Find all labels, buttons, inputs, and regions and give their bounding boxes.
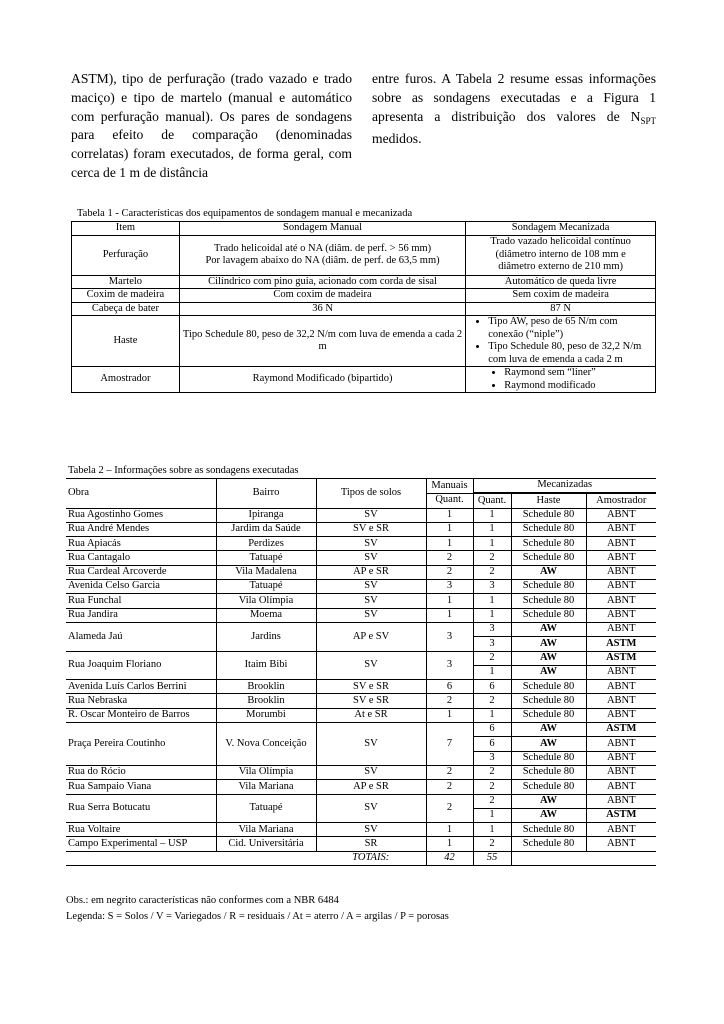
table2-quant-cell: 3 — [473, 622, 511, 636]
table2-amostrador-cell: ASTM — [586, 808, 656, 822]
table2-header-obra: Obra — [66, 479, 216, 509]
table2-quant-cell: 2 — [473, 765, 511, 779]
table2-haste-cell: AW — [511, 665, 586, 679]
table2-solos-cell: SV — [316, 537, 426, 551]
table2-amostrador-cell: ABNT — [586, 622, 656, 636]
table2-quant-cell: 2 — [473, 837, 511, 851]
table2-haste-cell: Schedule 80 — [511, 594, 586, 608]
table1-manual-line: Por lavagem abaixo do NA (diâm. de perf. de 63,5 mm) — [205, 255, 440, 266]
table2-header-manuais: Manuais — [426, 479, 473, 494]
table2-bairro-cell: Vila Olímpia — [216, 594, 316, 608]
intro-right-column — [372, 70, 656, 149]
table-row — [66, 537, 656, 551]
table2-bairro-cell: V. Nova Conceição — [216, 723, 316, 766]
table2-amostrador-cell: ABNT — [586, 594, 656, 608]
table1-manual-cell: Tipo Schedule 80, peso de 32,2 N/m com luva de emenda a cada 2 m — [179, 316, 465, 367]
table-row — [66, 723, 656, 737]
table2-manuais-cell: 1 — [426, 522, 473, 536]
table1-item: Martelo — [72, 275, 180, 289]
table1-item: Perfuração — [72, 235, 180, 275]
table1-row-martelo — [72, 275, 656, 289]
table2-solos-cell: SV — [316, 508, 426, 522]
table-row — [66, 765, 656, 779]
table2-solos-cell: SV e SR — [316, 694, 426, 708]
table-row — [66, 708, 656, 722]
table2-bairro-cell: Brooklin — [216, 694, 316, 708]
table2-header-amostrador: Amostrador — [586, 493, 656, 508]
table2-haste-cell: AW — [511, 622, 586, 636]
table2-header-quant-mec: Quant. — [473, 493, 511, 508]
table2-solos-cell: AP e SR — [316, 565, 426, 579]
table2-haste-cell: Schedule 80 — [511, 837, 586, 851]
table2-bairro-cell: Vila Madalena — [216, 565, 316, 579]
table2-obra-cell: Rua do Rócio — [66, 765, 216, 779]
table2-amostrador-cell: ASTM — [586, 651, 656, 665]
table2-bairro-cell: Perdizes — [216, 537, 316, 551]
table2-header-haste: Haste — [511, 493, 586, 508]
table-row — [66, 694, 656, 708]
table2-obra-cell: Rua Apiacás — [66, 537, 216, 551]
table2-haste-cell: AW — [511, 651, 586, 665]
table1-amostrador-item: • Raymond modificado — [504, 380, 655, 393]
table1-row-amostrador — [72, 367, 656, 393]
table2-haste-cell: Schedule 80 — [511, 780, 586, 794]
table2-manuais-cell: 2 — [426, 780, 473, 794]
table2-manuais-cell: 2 — [426, 565, 473, 579]
table2-solos-cell: SV — [316, 580, 426, 594]
table2-manuais-cell: 1 — [426, 837, 473, 851]
table2-manuais-cell: 2 — [426, 765, 473, 779]
table2-haste-cell: AW — [511, 737, 586, 751]
table2-quant-cell: 1 — [473, 537, 511, 551]
table2-obra-cell: Alameda Jaú — [66, 622, 216, 651]
table2-obra-cell: Rua Agostinho Gomes — [66, 508, 216, 522]
table1-mec-line: (diâmetro interno de 108 mm e — [495, 248, 626, 260]
table2-bairro-cell: Jardins — [216, 622, 316, 651]
table-row — [66, 651, 656, 665]
table2-solos-cell: SV e SR — [316, 680, 426, 694]
table1-header-item: Item — [72, 222, 180, 236]
table2-obra-cell: Avenida Celso Garcia — [66, 580, 216, 594]
table2-obra-cell: R. Oscar Monteiro de Barros — [66, 708, 216, 722]
table2-totals-row — [66, 851, 656, 865]
table2-totals-blank — [586, 851, 656, 865]
table2-haste-cell: Schedule 80 — [511, 522, 586, 536]
table2-haste-cell: AW — [511, 794, 586, 808]
table2-quant-cell: 1 — [473, 508, 511, 522]
table1-row-cabeca — [72, 302, 656, 316]
table1-haste-item: • Tipo Schedule 80, peso de 32,2 N/m com luva de emenda a cada 2 m — [488, 341, 655, 366]
table2-haste-cell: Schedule 80 — [511, 508, 586, 522]
table2-solos-cell: SV — [316, 794, 426, 823]
table2-manuais-cell: 7 — [426, 723, 473, 766]
table2-solos-cell: SV — [316, 823, 426, 837]
table1-item: Amostrador — [72, 367, 180, 393]
table2-totals-manuais: 42 — [426, 851, 473, 865]
table2-manuais-cell: 6 — [426, 680, 473, 694]
table2-amostrador-cell: ABNT — [586, 508, 656, 522]
table2-bairro-cell: Brooklin — [216, 680, 316, 694]
table2-haste-cell: Schedule 80 — [511, 694, 586, 708]
table2-haste-cell: Schedule 80 — [511, 608, 586, 622]
table2-manuais-cell: 3 — [426, 651, 473, 680]
table2-haste-cell: AW — [511, 637, 586, 651]
intro-left-paragraph: ASTM), tipo de perfuração (trado vazado e trado maciço) e tipo de martelo (manual e automático com perfuração manual). Os pares de sondagens para efeito de comparação (denominadas correlatas) foram executados, de forma geral, com cerca de 1 m de distância — [71, 71, 352, 180]
table2-totals-blank — [66, 851, 216, 865]
table1-item: Haste — [72, 316, 180, 367]
table2-solos-cell: SV — [316, 723, 426, 766]
table1-mec-cell — [466, 316, 656, 367]
table1-manual-cell: Raymond Modificado (bipartido) — [179, 367, 465, 393]
table2-obra-cell: Rua Joaquim Floriano — [66, 651, 216, 680]
table2-solos-cell: AP e SV — [316, 622, 426, 651]
table1-item: Coxim de madeira — [72, 289, 180, 303]
table2-quant-cell: 6 — [473, 680, 511, 694]
table2-obra-cell: Avenida Luís Carlos Berrini — [66, 680, 216, 694]
table2-bairro-cell: Tatuapé — [216, 794, 316, 823]
table2-haste-cell: Schedule 80 — [511, 765, 586, 779]
table2-amostrador-cell: ABNT — [586, 551, 656, 565]
table1-mec-cell — [466, 367, 656, 393]
table2-solos-cell: AP e SR — [316, 780, 426, 794]
intro-left-column — [71, 70, 352, 183]
table2-solos-cell: At e SR — [316, 708, 426, 722]
table2-manuais-cell: 1 — [426, 594, 473, 608]
table1-mec-cell: Automático de queda livre — [466, 275, 656, 289]
table2-bairro-cell: Vila Mariana — [216, 823, 316, 837]
table2-quant-cell: 1 — [473, 823, 511, 837]
table2-obra-cell: Rua Nebraska — [66, 694, 216, 708]
table1-amostrador-item: • Raymond sem “liner” — [504, 367, 655, 380]
table2-legend-note: Legenda: S = Solos / V = Variegados / R = residuais / At = aterro / A = argilas / P = porosas — [66, 911, 449, 922]
table2-haste-cell: AW — [511, 565, 586, 579]
table1 — [71, 221, 656, 393]
table2-header-tipos: Tipos de solos — [316, 479, 426, 509]
table2-amostrador-cell: ABNT — [586, 751, 656, 765]
table2-quant-cell: 3 — [473, 580, 511, 594]
table2-manuais-cell: 1 — [426, 508, 473, 522]
table2-bairro-cell: Moema — [216, 608, 316, 622]
table-row — [66, 508, 656, 522]
table2-bairro-cell: Vila Olímpia — [216, 765, 316, 779]
table2-quant-cell: 6 — [473, 737, 511, 751]
table2-obra-cell: Rua Cardeal Arcoverde — [66, 565, 216, 579]
table2-haste-cell: Schedule 80 — [511, 680, 586, 694]
table2-amostrador-cell: ABNT — [586, 680, 656, 694]
table2-haste-cell: AW — [511, 808, 586, 822]
table2-obra-cell: Praça Pereira Coutinho — [66, 723, 216, 766]
table2-bairro-cell: Ipiranga — [216, 508, 316, 522]
table2-quant-cell: 2 — [473, 565, 511, 579]
table2-amostrador-cell: ABNT — [586, 694, 656, 708]
table-row — [66, 551, 656, 565]
table-row — [66, 594, 656, 608]
table-row — [66, 680, 656, 694]
table2-amostrador-cell: ABNT — [586, 737, 656, 751]
table1-amostrador-list — [466, 367, 655, 392]
table1-header-manual: Sondagem Manual — [179, 222, 465, 236]
table2-quant-cell: 2 — [473, 651, 511, 665]
table1-haste-list — [466, 316, 655, 366]
table1-mec-cell: 87 N — [466, 302, 656, 316]
table2-solos-cell: SV — [316, 765, 426, 779]
table2-amostrador-cell: ABNT — [586, 780, 656, 794]
table2-amostrador-cell: ABNT — [586, 580, 656, 594]
table2-quant-cell: 2 — [473, 794, 511, 808]
table2-caption: Tabela 2 – Informações sobre as sondagens executadas — [68, 465, 299, 476]
table1-manual-cell: Cilíndrico com pino guia, acionado com corda de sisal — [179, 275, 465, 289]
table2-obra-cell: Rua Sampaio Viana — [66, 780, 216, 794]
table2-header-row-1 — [66, 479, 656, 494]
table1-manual-cell — [179, 235, 465, 275]
table2-haste-cell: AW — [511, 723, 586, 737]
table2-amostrador-cell: ABNT — [586, 665, 656, 679]
table2-haste-cell: Schedule 80 — [511, 751, 586, 765]
table-row — [66, 622, 656, 636]
table2-obra-cell: Rua Jandira — [66, 608, 216, 622]
table2-amostrador-cell: ABNT — [586, 522, 656, 536]
table-row — [66, 837, 656, 851]
table2-quant-cell: 1 — [473, 808, 511, 822]
table2-quant-cell: 1 — [473, 708, 511, 722]
table2-quant-cell: 2 — [473, 780, 511, 794]
table2-manuais-cell: 3 — [426, 580, 473, 594]
table2-amostrador-cell: ABNT — [586, 537, 656, 551]
table2-obra-cell: Campo Experimental – USP — [66, 837, 216, 851]
table2-amostrador-cell: ASTM — [586, 723, 656, 737]
table1-caption: Tabela 1 - Características dos equipamentos de sondagem manual e mecanizada — [77, 208, 413, 219]
table2-obra-cell: Rua Serra Botucatu — [66, 794, 216, 823]
table2-solos-cell: SR — [316, 837, 426, 851]
table2-bairro-cell: Vila Mariana — [216, 780, 316, 794]
table2-manuais-cell: 3 — [426, 622, 473, 651]
table-row — [66, 608, 656, 622]
table2-manuais-cell: 1 — [426, 823, 473, 837]
table2-solos-cell: SV — [316, 594, 426, 608]
table2-bairro-cell: Tatuapé — [216, 551, 316, 565]
table2-header-quant-manual: Quant. — [426, 493, 473, 508]
nspt-subscript: SPT — [640, 115, 656, 126]
table2-amostrador-cell: ABNT — [586, 565, 656, 579]
table2-manuais-cell: 1 — [426, 708, 473, 722]
intro-right-text-end: medidos. — [372, 131, 422, 147]
table2-amostrador-cell: ABNT — [586, 837, 656, 851]
table2-solos-cell: SV — [316, 651, 426, 680]
table2-quant-cell: 2 — [473, 694, 511, 708]
table2-haste-cell: Schedule 80 — [511, 823, 586, 837]
table2-obra-cell: Rua André Mendes — [66, 522, 216, 536]
table2-manuais-cell: 2 — [426, 694, 473, 708]
table2-quant-cell: 3 — [473, 637, 511, 651]
table2-obra-cell: Rua Voltaire — [66, 823, 216, 837]
table2-totals-blank — [216, 851, 316, 865]
table2-header-mecanizadas: Mecanizadas — [473, 479, 656, 494]
table1-row-coxim — [72, 289, 656, 303]
table2-amostrador-cell: ASTM — [586, 637, 656, 651]
table2-obs-note: Obs.: em negrito características não conformes com a NBR 6484 — [66, 895, 339, 906]
table1-haste-item: • Tipo AW, peso de 65 N/m com conexão (“niple”) — [488, 316, 655, 341]
table2-obra-cell: Rua Cantagalo — [66, 551, 216, 565]
table2-haste-cell: Schedule 80 — [511, 551, 586, 565]
table1-row-haste — [72, 316, 656, 367]
table2-bairro-cell: Tatuapé — [216, 580, 316, 594]
table2-manuais-cell: 1 — [426, 608, 473, 622]
table2-bairro-cell: Cid. Universitária — [216, 837, 316, 851]
table2-quant-cell: 1 — [473, 594, 511, 608]
table2-body — [66, 508, 656, 851]
table2-quant-cell: 1 — [473, 665, 511, 679]
table2-bairro-cell: Jardim da Saúde — [216, 522, 316, 536]
table2-quant-cell: 2 — [473, 551, 511, 565]
table2-solos-cell: SV — [316, 608, 426, 622]
table2-quant-cell: 6 — [473, 723, 511, 737]
table2-solos-cell: SV — [316, 551, 426, 565]
table2-solos-cell: SV e SR — [316, 522, 426, 536]
intro-right-text: entre furos. A Tabela 2 resume essas informações sobre as sondagens executadas e a Figura 1 apresenta a distribuição dos valores de N — [372, 71, 656, 124]
table2-quant-cell: 1 — [473, 522, 511, 536]
table2-amostrador-cell: ABNT — [586, 608, 656, 622]
table2-haste-cell: Schedule 80 — [511, 708, 586, 722]
table1-item: Cabeça de bater — [72, 302, 180, 316]
table2 — [66, 478, 656, 866]
table2-amostrador-cell: ABNT — [586, 823, 656, 837]
table2-totals-label: TOTAIS: — [316, 851, 426, 865]
table2-bairro-cell: Morumbi — [216, 708, 316, 722]
table2-manuais-cell: 2 — [426, 551, 473, 565]
table-row — [66, 580, 656, 594]
table1-manual-cell: 36 N — [179, 302, 465, 316]
table1-manual-line: Trado helicoidal até o NA (diâm. de perf. > 56 mm) — [213, 242, 432, 254]
table-row — [66, 780, 656, 794]
table1-header-mecanizada: Sondagem Mecanizada — [466, 222, 656, 236]
table2-haste-cell: Schedule 80 — [511, 580, 586, 594]
table2-totals-blank — [511, 851, 586, 865]
table1-mec-line: diâmetro externo de 210 mm) — [498, 261, 624, 273]
table2-quant-cell: 1 — [473, 608, 511, 622]
table1-mec-cell — [466, 235, 656, 275]
table1-mec-cell: Sem coxim de madeira — [466, 289, 656, 303]
table2-obra-cell: Rua Funchal — [66, 594, 216, 608]
table1-row-perfuracao — [72, 235, 656, 275]
table2-manuais-cell: 1 — [426, 537, 473, 551]
table2-totals-mecanizadas: 55 — [473, 851, 511, 865]
table-row — [66, 823, 656, 837]
table-row — [66, 565, 656, 579]
table2-haste-cell: Schedule 80 — [511, 537, 586, 551]
table2-bairro-cell: Itaim Bibi — [216, 651, 316, 680]
table2-amostrador-cell: ABNT — [586, 708, 656, 722]
table2-amostrador-cell: ABNT — [586, 794, 656, 808]
table2-header-bairro: Bairro — [216, 479, 316, 509]
table2-manuais-cell: 2 — [426, 794, 473, 823]
table-row — [66, 522, 656, 536]
table1-mec-line: Trado vazado helicoidal contínuo — [490, 236, 631, 248]
table2-amostrador-cell: ABNT — [586, 765, 656, 779]
table-row — [66, 794, 656, 808]
table1-manual-cell: Com coxim de madeira — [179, 289, 465, 303]
intro-right-paragraph — [372, 70, 656, 149]
table2-quant-cell: 3 — [473, 751, 511, 765]
table1-header-row — [72, 222, 656, 236]
